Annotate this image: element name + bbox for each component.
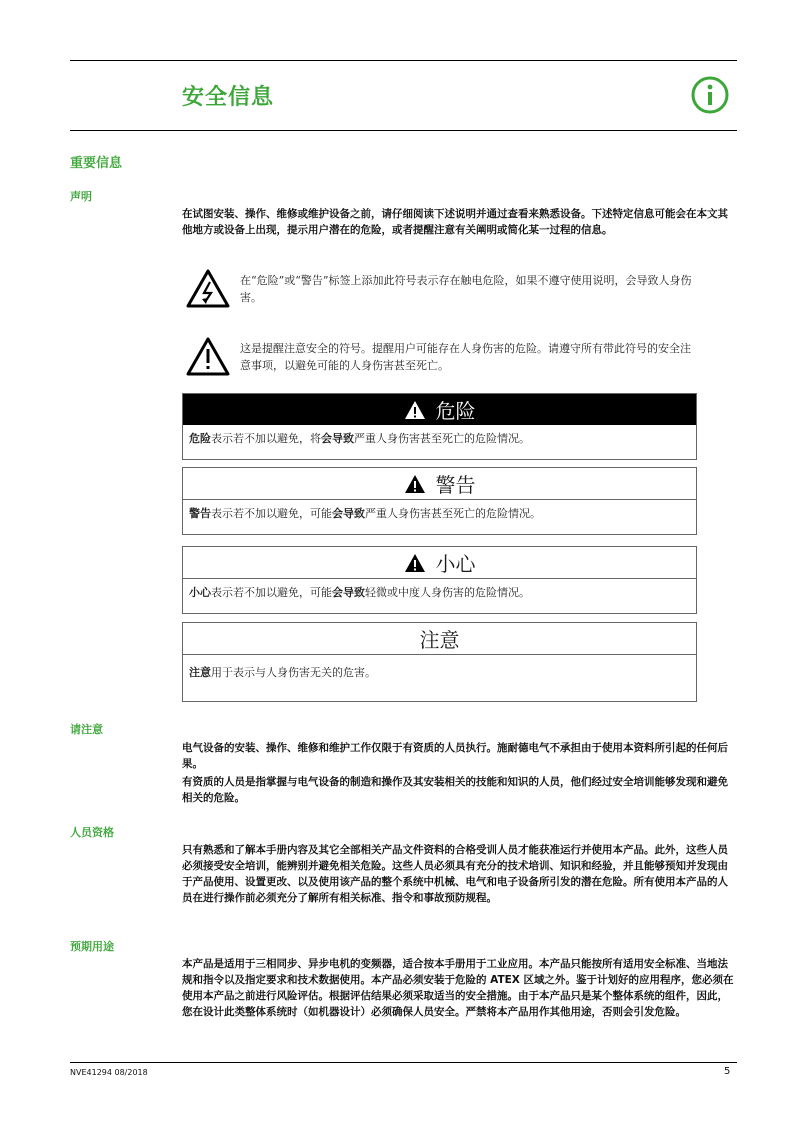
notice-box-header	[183, 623, 696, 655]
danger-keyword-2: 会导致	[321, 432, 354, 445]
electric-symbol-text: 在“危险”或“警告”标签上添加此符号表示存在触电危险，如果不遵守使用说明，会导致人身伤害。	[240, 274, 692, 304]
danger-text-2: 严重人身伤害甚至死亡的危险情况。	[354, 432, 530, 445]
warning-keyword: 警告	[189, 507, 211, 520]
intended-use-paragraph: 本产品是适用于三相同步、异步电机的变频器，适合按本手册用于工业应用。本产品只能按所有适用安全标准、当地法规和指令以及指定要求和技术数据使用。本产品必须安装于危险的 ATEX 区域之外。鉴于计划好的应用程序，您必须在使用本产品之前进行风险评估。根据评估结果必须采取适当的安全措施。由于本产品只是某个整体系统的组件，因此，您在设计此类整体系统时（如机器设计）必须确保人员安全。严禁将本产品用作其他用途，否则会引发危险。	[182, 958, 734, 1018]
caution-text-1: 表示若不加以避免，可能	[211, 586, 332, 599]
danger-box	[182, 393, 697, 460]
notice-box-body	[183, 655, 696, 701]
warning-keyword-2: 会导致	[332, 507, 365, 520]
danger-box-body	[183, 425, 696, 459]
safety-alert-icon	[186, 336, 230, 376]
title-rule	[70, 130, 737, 131]
statement-paragraph: 在试图安装、操作、维修或维护设备之前，请仔细阅读下述说明并通过查看来熟悉设备。下述特定信息可能会在本文其他地方或设备上出现，提示用户潜在的危险，或者提醒注意有关阐明或简化某一过程的信息。	[182, 208, 728, 236]
caution-keyword-2: 会导致	[332, 586, 365, 599]
caution-box-header	[183, 547, 696, 579]
danger-box-title: 危险	[435, 399, 476, 423]
warning-box	[182, 467, 697, 535]
info-circle-icon	[690, 75, 730, 115]
top-rule	[70, 60, 737, 61]
caution-box-body	[183, 579, 696, 613]
please-note-paragraph-1: 电气设备的安装、操作、维修和维护工作仅限于有资质的人员执行。施耐德电气不承担由于使用本资料所引起的任何后果。	[182, 742, 728, 770]
page-title: 安全信息	[182, 85, 275, 110]
warning-text-2: 严重人身伤害甚至死亡的危险情况。	[365, 507, 541, 520]
alert-symbol-text: 这是提醒注意安全的符号。提醒用户可能存在人身伤害的危险。请遵守所有带此符号的安全注意事项，以避免可能的人身伤害甚至死亡。	[240, 342, 691, 372]
caution-box-title: 小心	[435, 552, 476, 576]
danger-text-1: 表示若不加以避免，将	[211, 432, 321, 445]
warning-triangle-icon	[404, 400, 426, 420]
section-heading-please-note: 请注意	[70, 723, 103, 736]
section-heading-statement: 声明	[70, 190, 92, 203]
notice-keyword: 注意	[189, 666, 211, 679]
caution-text-2: 轻微或中度人身伤害的危险情况。	[365, 586, 530, 599]
caution-box	[182, 546, 697, 614]
warning-box-header	[183, 468, 696, 500]
notice-text-1: 用于表示与人身伤害无关的危害。	[211, 666, 376, 679]
please-note-paragraph-2: 有资质的人员是指掌握与电气设备的制造和操作及其安装相关的技能和知识的人员，他们经过安全培训能够发现和避免相关的危险。	[182, 776, 728, 804]
footer-page-number: 5	[724, 1066, 731, 1077]
warning-triangle-icon	[404, 474, 426, 494]
section-heading-intended-use: 预期用途	[70, 940, 114, 953]
warning-text-1: 表示若不加以避免，可能	[211, 507, 332, 520]
warning-box-body	[183, 500, 696, 534]
danger-box-header	[183, 394, 696, 425]
notice-box-title: 注意	[419, 628, 460, 652]
footer-rule	[70, 1062, 737, 1063]
warning-box-title: 警告	[435, 473, 476, 497]
notice-box	[182, 622, 697, 702]
warning-triangle-icon	[404, 553, 426, 573]
section-heading-personnel: 人员资格	[70, 826, 114, 839]
danger-keyword: 危险	[189, 432, 211, 445]
section-heading-important: 重要信息	[70, 156, 123, 171]
caution-keyword: 小心	[189, 586, 211, 599]
personnel-paragraph: 只有熟悉和了解本手册内容及其它全部相关产品文件资料的合格受训人员才能获准运行并使用本产品。此外，这些人员必须接受安全培训，能辨别并避免相关危险。这些人员必须具有充分的技术培训、知识和经验，并且能够预知并发现由于产品使用、设置更改、以及使用该产品的整个系统中机械、电气和电子设备所引发的潜在危险。所有使用本产品的人员在进行操作前必须充分了解所有相关标准、指令和事故预防规程。	[182, 844, 728, 904]
footer-doc-ref: NVE41294 08/2018	[70, 1068, 148, 1077]
electric-hazard-icon	[186, 268, 230, 308]
